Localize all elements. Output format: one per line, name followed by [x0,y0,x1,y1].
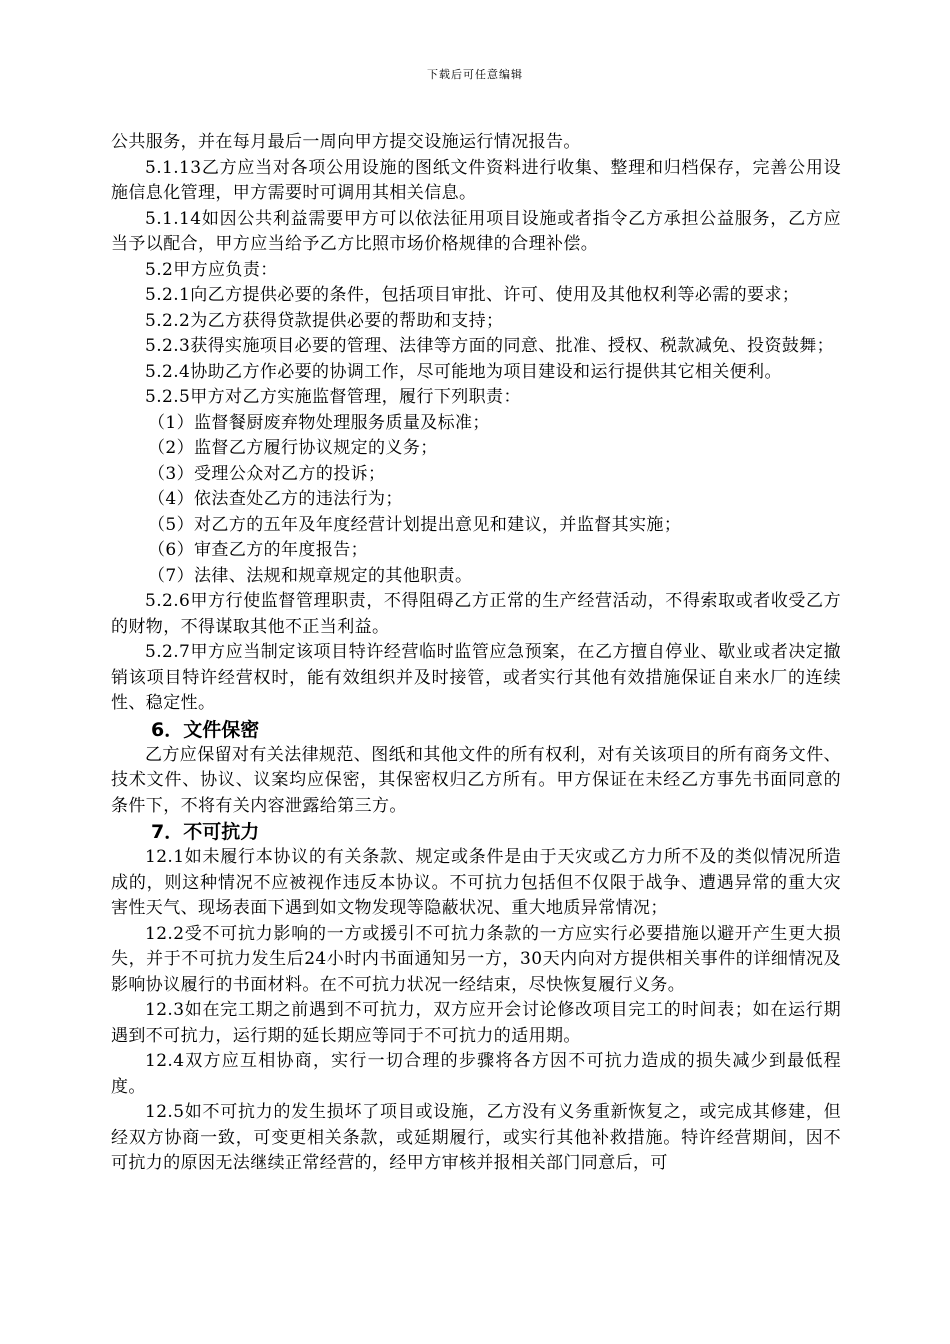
list-item: （1）监督餐厨废弃物处理服务质量及标准； [148,412,490,433]
paragraph: 乙方应保留对有关法律规范、图纸和其他文件的所有权利，对有关该项目的所有商务文件、技术文件、协议、议案均应保密，其保密权归乙方所有。甲方保证在未经乙方事先书面同意的条件下，不将有关内容泄露给第三方。 [111,744,841,816]
paragraph: 12.5如不可抗力的发生损坏了项目或设施，乙方没有义务重新恢复之，或完成其修建，但经双方协商一致，可变更相关条款，或延期履行，或实行其他补救措施。特许经营期间，因不可抗力的原因无法继续正常经营的，经甲方审核并报相关部门同意后，可 [111,1102,841,1173]
paragraph: 5.2.3获得实施项目必要的管理、法律等方面的同意、批准、授权、税款减免、投资鼓舞； [145,336,835,356]
section-heading: 6．文件保密 [151,718,260,741]
paragraph: 5.2甲方应负责： [145,259,278,280]
paragraph: 5.1.14如因公共利益需要甲方可以依法征用项目设施或者指令乙方承担公益服务，乙方应当予以配合，甲方应当给予乙方比照市场价格规律的合理补偿。 [111,208,841,254]
paragraph: 5.2.5甲方对乙方实施监督管理，履行下列职责： [145,387,521,407]
list-item: （7）法律、法规和规章规定的其他职责。 [148,565,473,586]
paragraph: 12.3如在完工期之前遇到不可抗力，双方应开会讨论修改项目完工的时间表；如在运行期遇到不可抗力，运行期的延长期应等同于不可抗力的适用期。 [111,1000,841,1046]
document-body [111,130,841,1177]
page-header: 下载后可任意编辑 [427,68,523,81]
paragraph: 5.2.7甲方应当制定该项目特许经营临时监管应急预案，在乙方擅自停业、歇业或者决定撤销该项目特许经营权时，能有效组织并及时接管，或者实行其他有效措施保证自来水厂的连续性、稳定性。 [111,642,841,713]
list-item: （6）审查乙方的年度报告； [148,540,369,560]
paragraph: 5.1.13乙方应当对各项公用设施的图纸文件资料进行收集、整理和归档保存，完善公用设施信息化管理，甲方需要时可调用其相关信息。 [111,157,841,203]
section-heading: 7．不可抗力 [151,821,260,843]
paragraph: 5.2.1向乙方提供必要的条件，包括项目审批、许可、使用及其他权利等必需的要求； [145,285,800,305]
list-item: （3）受理公众对乙方的投诉； [148,463,386,484]
paragraph: 公共服务，并在每月最后一周向甲方提交设施运行情况报告。 [111,132,581,152]
paragraph: 5.2.4协助乙方作必要的协调工作，尽可能地为项目建设和运行提供其它相关便利。 [145,361,782,382]
list-item: （5）对乙方的五年及年度经营计划提出意见和建议，并监督其实施； [148,514,682,535]
paragraph: 5.2.2为乙方获得贷款提供必要的帮助和支持； [145,310,504,331]
paragraph: 12.1如未履行本协议的有关条款、规定或条件是由于天灾或乙方力所不及的类似情况所造成的，则这种情况不应被视作违反本协议。不可抗力包括但不仅限于战争、遭遇异常的重大灾害性天气、现场表面下遇到如文物发现等隐蔽状况、重大地质异常情况； [111,847,841,918]
list-item: （2）监督乙方履行协议规定的义务； [148,438,438,458]
paragraph: 12.2受不可抗力影响的一方或援引不可抗力条款的一方应实行必要措施以避开产生更大损失，并于不可抗力发生后24小时内书面通知另一方，30天内向对方提供相关事件的详细情况及影响协议履行的书面材料。在不可抗力状况一经结束，尽快恢复履行义务。 [111,923,841,995]
paragraph: 5.2.6甲方行使监督管理职责，不得阻碍乙方正常的生产经营活动，不得索取或者收受乙方的财物，不得谋取其他不正当利益。 [111,591,841,637]
list-item: （4）依法查处乙方的违法行为； [148,489,403,509]
paragraph: 12.4双方应互相协商，实行一切合理的步骤将各方因不可抗力造成的损失减少到最低程度。 [111,1051,841,1097]
